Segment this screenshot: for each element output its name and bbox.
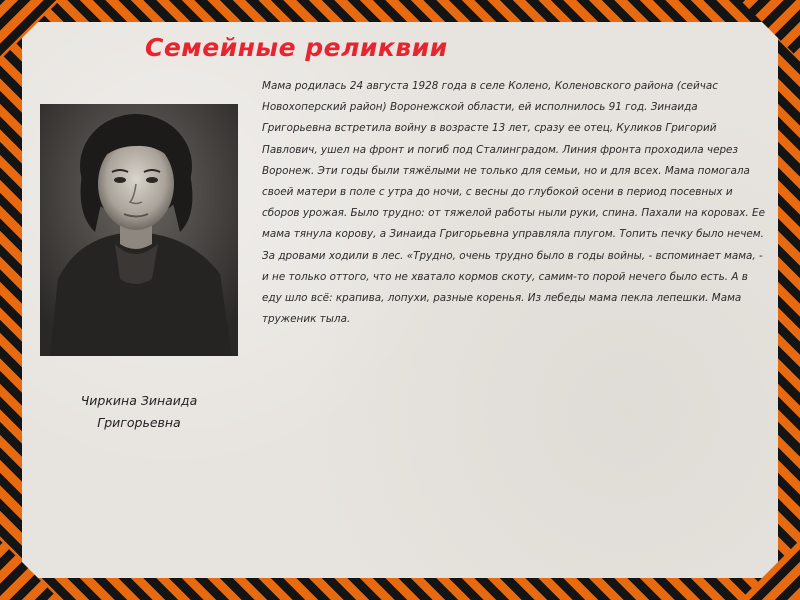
caption-patronymic-line: Григорьевна bbox=[97, 415, 181, 430]
ribbon-border-bottom bbox=[0, 578, 800, 600]
portrait-caption bbox=[40, 390, 238, 434]
slide-title: Семейные реликвии bbox=[145, 33, 448, 62]
ribbon-border-right bbox=[778, 0, 800, 600]
portrait-photo bbox=[40, 104, 238, 356]
caption-name-line: Чиркина Зинаида bbox=[80, 393, 198, 408]
ribbon-border-left bbox=[0, 0, 22, 600]
ribbon-border-top bbox=[0, 0, 800, 22]
portrait-illustration bbox=[40, 104, 238, 356]
biography-text: Мама родилась 24 августа 1928 года в селе Колено, Коленовского района (сейчас Новохоперский район) Воронежской области, ей исполнилось 91 год. Зинаида Григорьевна встретила войну в возрасте 13 лет, сразу ее отец, Куликов Григорий Павлович, ушел на фронт и погиб под Сталинградом. Линия фронта проходила через Воронеж. Эти годы были тяжёлыми не только для семьи, но и для всех. Мама помогала своей матери в поле с утра до ночи, с весны до глубокой осени в период посевных и сборов урожая. Было трудно: от тяжелой работы ныли руки, спина. Пахали на коровах. Ее мама тянула корову, а Зинаида Григорьевна управляла плугом. Топить печку было нечем. За дровами ходили в лес. «Трудно, очень трудно было в годы войны, - вспоминает мама, - и не только оттого, что не хватало кормов скоту, самим-то порой нечего было есть. А в еду шло всё: крапива, лопухи, разные коренья. Из лебеды мама пекла лепешки. Мама труженик тыла. bbox=[262, 80, 765, 326]
